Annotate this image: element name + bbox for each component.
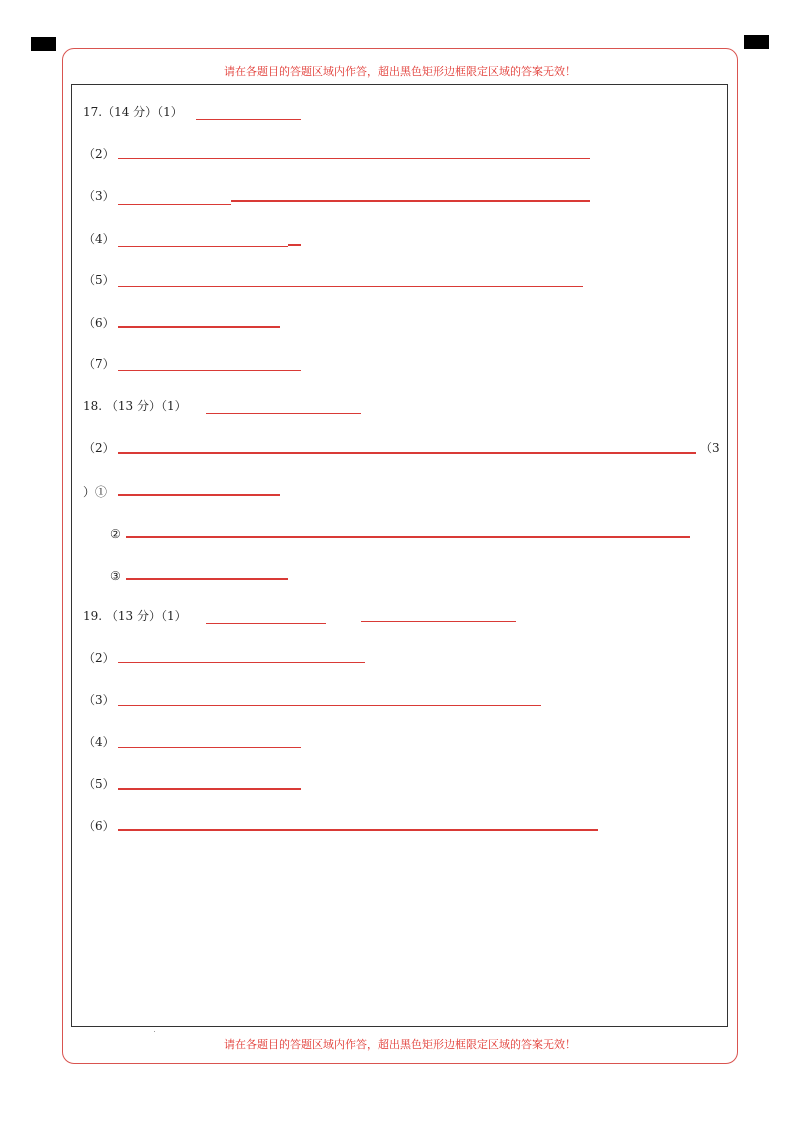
q18-p3-label-open: （3 (700, 441, 720, 455)
q19-p4-blank[interactable] (118, 747, 301, 748)
q18-p3-label-close: ）① (83, 485, 108, 499)
scan-speck (154, 1031, 155, 1032)
q17-p2-label: （2） (83, 147, 115, 161)
q17-p1-blank[interactable] (196, 119, 301, 120)
q18-p3-sub1-blank[interactable] (118, 494, 280, 496)
notice-bottom: 请在各题目的答题区域内作答，超出黑色矩形边框限定区域的答案无效！ (224, 1038, 576, 1051)
alignment-marker-left (31, 37, 56, 51)
q19-p1-blank-b[interactable] (361, 621, 516, 622)
q17-p2-blank[interactable] (118, 158, 590, 159)
q19-p6-label: （6） (83, 819, 115, 833)
q18-sub2-label: ② (110, 527, 121, 541)
q17-p7-label: （7） (83, 357, 115, 371)
q19-p4-label: （4） (83, 735, 115, 749)
q19-header: 19. （13 分）（1） (83, 609, 187, 623)
q18-p1-blank[interactable] (206, 413, 361, 414)
q17-p6-label: （6） (83, 316, 115, 330)
q17-p5-blank[interactable] (118, 286, 583, 287)
q19-p2-label: （2） (83, 651, 115, 665)
q17-p4-blank-tail (288, 244, 301, 246)
q17-p3-label: （3） (83, 189, 115, 203)
q18-p2-blank[interactable] (118, 452, 696, 454)
q19-p6-blank[interactable] (118, 829, 598, 831)
q17-p3-blank-a[interactable] (118, 204, 231, 205)
q18-p3-sub3-blank[interactable] (126, 578, 288, 580)
answer-region-box (71, 84, 728, 1027)
q18-header: 18. （13 分）（1） (83, 399, 187, 413)
q19-p3-label: （3） (83, 693, 115, 707)
q18-p3-sub2-blank[interactable] (126, 536, 690, 538)
q17-header: 17.（14 分）（1） (83, 105, 183, 119)
q19-p1-blank-a[interactable] (206, 623, 326, 624)
q17-p4-label: （4） (83, 232, 115, 246)
notice-top: 请在各题目的答题区域内作答，超出黑色矩形边框限定区域的答案无效！ (224, 65, 576, 78)
q19-p5-blank[interactable] (118, 788, 301, 790)
q19-p5-label: （5） (83, 777, 115, 791)
q17-p6-blank[interactable] (118, 326, 280, 328)
alignment-marker-right (744, 35, 769, 49)
q18-p2-label: （2） (83, 441, 115, 455)
q17-p7-blank[interactable] (118, 370, 301, 371)
q17-p3-blank-b[interactable] (231, 200, 590, 202)
q18-sub3-label: ③ (110, 569, 121, 583)
q17-p5-label: （5） (83, 273, 115, 287)
q17-p4-blank[interactable] (118, 246, 288, 247)
q19-p3-blank[interactable] (118, 705, 541, 706)
q19-p2-blank[interactable] (118, 662, 365, 663)
